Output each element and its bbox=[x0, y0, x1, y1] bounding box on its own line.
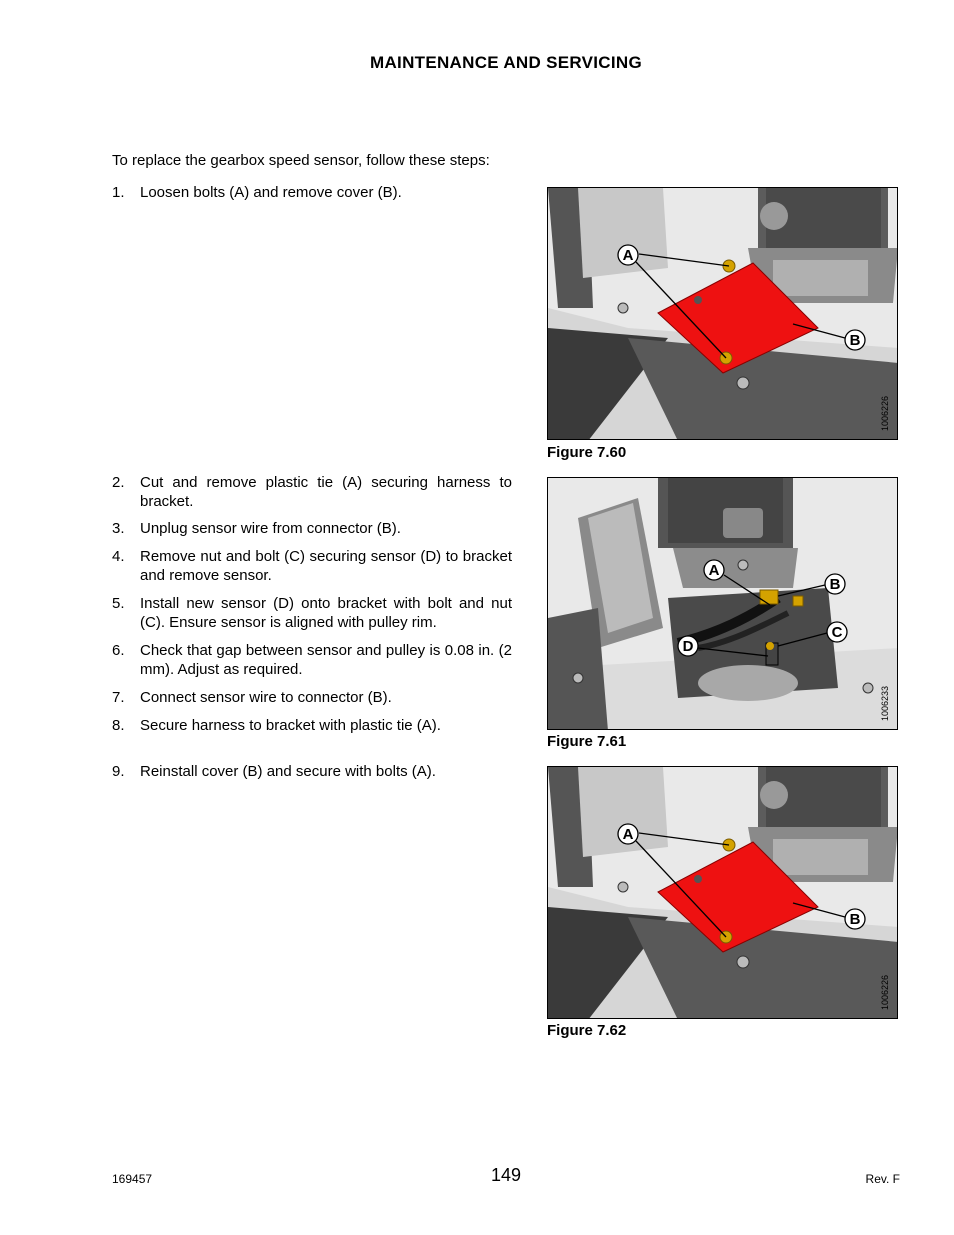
figure-id: 1006233 bbox=[880, 685, 890, 721]
step-3 bbox=[112, 519, 512, 538]
step-text: Unplug sensor wire from connector (B). bbox=[140, 520, 401, 537]
callout-d: D bbox=[682, 638, 694, 655]
step-text: Secure harness to bracket with plastic tie (A). bbox=[140, 717, 441, 734]
step-text: Remove nut and bolt (C) securing sensor (D) to bracket and remove sensor. bbox=[140, 548, 512, 584]
step-number: 7. bbox=[112, 689, 125, 706]
connector-b bbox=[760, 590, 778, 604]
revision: Rev. F bbox=[865, 1172, 900, 1186]
callout-a: A bbox=[622, 826, 634, 843]
step-6 bbox=[112, 641, 512, 679]
step-number: 9. bbox=[112, 763, 125, 780]
step-number: 4. bbox=[112, 548, 125, 565]
figure-caption: Figure 7.62 bbox=[547, 1022, 627, 1039]
callout-b: B bbox=[849, 332, 861, 349]
step-number: 6. bbox=[112, 642, 125, 659]
step-text: Install new sensor (D) onto bracket with bolt and nut (C). Ensure sensor is aligned with pulley rim. bbox=[140, 595, 512, 631]
callout-b: B bbox=[829, 576, 841, 593]
page-header: MAINTENANCE AND SERVICING bbox=[370, 53, 642, 72]
step-text: Check that gap between sensor and pulley is 0.08 in. (2 mm). Adjust as required. bbox=[140, 642, 512, 678]
figure-illustration bbox=[548, 767, 898, 1019]
figure-7-60 bbox=[547, 187, 898, 440]
step-text: Reinstall cover (B) and secure with bolts (A). bbox=[140, 763, 436, 780]
step-number: 5. bbox=[112, 595, 125, 612]
figure-caption: Figure 7.60 bbox=[547, 444, 627, 461]
figure-illustration bbox=[548, 188, 898, 440]
step-1 bbox=[112, 183, 512, 202]
step-8 bbox=[112, 716, 512, 735]
callout-a: A bbox=[708, 562, 720, 579]
figure-7-61 bbox=[547, 477, 898, 730]
step-7 bbox=[112, 688, 512, 707]
callout-a: A bbox=[622, 247, 634, 264]
step-5 bbox=[112, 594, 512, 632]
step-4 bbox=[112, 547, 512, 585]
step-text: Loosen bolts (A) and remove cover (B). bbox=[140, 184, 402, 201]
step-9 bbox=[112, 762, 512, 781]
callout-c: C bbox=[831, 624, 843, 641]
step-number: 1. bbox=[112, 184, 125, 201]
figure-caption: Figure 7.61 bbox=[547, 733, 627, 750]
step-number: 8. bbox=[112, 717, 125, 734]
figure-id: 1006226 bbox=[880, 974, 890, 1010]
page-number: 149 bbox=[490, 1165, 522, 1185]
figure-7-62 bbox=[547, 766, 898, 1019]
step-text: Connect sensor wire to connector (B). bbox=[140, 689, 392, 706]
doc-number: 169457 bbox=[112, 1172, 153, 1186]
step-2 bbox=[112, 473, 512, 511]
intro-text: To replace the gearbox speed sensor, follow these steps: bbox=[112, 152, 490, 169]
step-number: 2. bbox=[112, 474, 125, 491]
step-text: Cut and remove plastic tie (A) securing harness to bracket. bbox=[140, 474, 512, 510]
figure-id: 1006226 bbox=[880, 395, 890, 431]
callout-b: B bbox=[849, 911, 861, 928]
step-number: 3. bbox=[112, 520, 125, 537]
figure-illustration bbox=[548, 478, 898, 730]
